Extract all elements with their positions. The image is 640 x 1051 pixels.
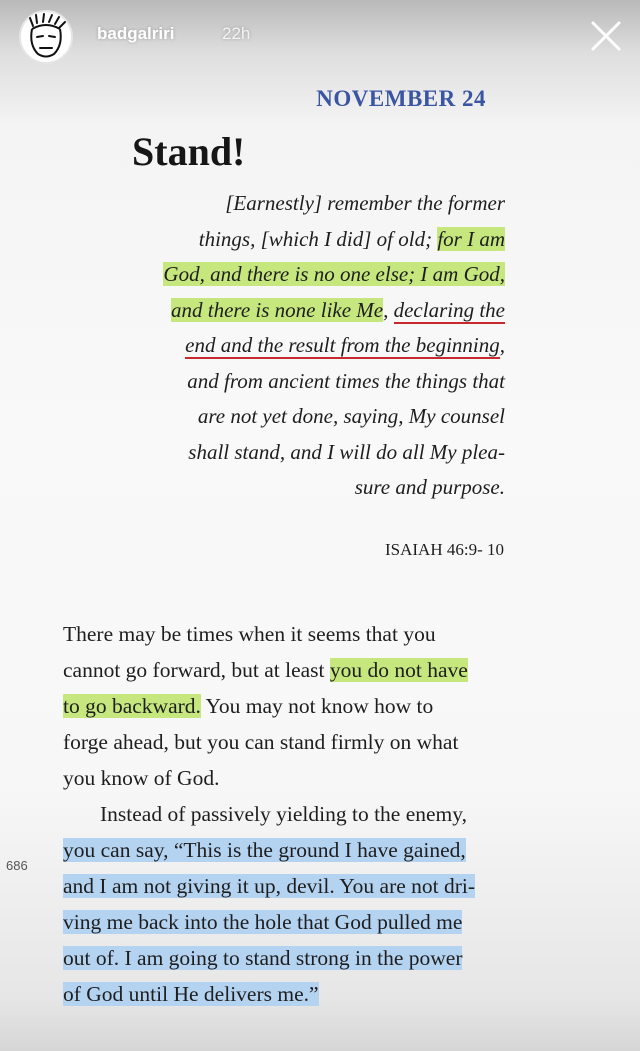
verse-line bbox=[110, 364, 505, 400]
body-line bbox=[63, 616, 563, 652]
text-segment: and from ancient times the things that bbox=[187, 368, 505, 393]
text-segment: [Earnestly] remember the former bbox=[225, 191, 505, 215]
verse-line bbox=[110, 257, 505, 293]
verse-line bbox=[110, 399, 505, 435]
text-segment: shall stand, and I will do all My plea- bbox=[188, 439, 505, 464]
text-segment: You may not know how to bbox=[200, 694, 434, 718]
text-segment: you know of God. bbox=[63, 766, 220, 790]
text-segment: There may be times when it seems that you bbox=[63, 622, 436, 646]
text-segment: Instead of passively yielding to the enemy, bbox=[100, 802, 468, 826]
body-line bbox=[63, 760, 563, 796]
verse-line bbox=[110, 328, 505, 364]
body-line bbox=[63, 688, 563, 724]
blue-highlight: out of. I am going to stand strong in the power bbox=[63, 946, 463, 970]
close-button[interactable] bbox=[586, 16, 626, 56]
body-line bbox=[63, 652, 563, 688]
green-highlight: and there is none like Me bbox=[171, 297, 384, 322]
verse-line bbox=[110, 435, 505, 471]
close-icon bbox=[586, 16, 626, 56]
verse-line bbox=[110, 186, 505, 222]
story-header bbox=[0, 0, 640, 80]
verse-line bbox=[110, 293, 505, 329]
body-line bbox=[63, 724, 563, 760]
body-line bbox=[63, 832, 563, 868]
body-line bbox=[63, 940, 563, 976]
devotional-title: Stand! bbox=[132, 129, 246, 174]
red-underline: end and the result from the beginning bbox=[185, 333, 500, 357]
text-segment: are not yet done, saying, My counsel bbox=[197, 404, 505, 428]
page-number: 686 bbox=[6, 858, 28, 873]
username[interactable]: badgalriri bbox=[97, 24, 175, 43]
red-underline: declaring the bbox=[393, 297, 505, 322]
text-segment: , bbox=[383, 297, 394, 322]
avatar-icon bbox=[21, 12, 71, 62]
avatar[interactable] bbox=[19, 10, 73, 64]
timestamp: 22h bbox=[222, 24, 251, 43]
body-line bbox=[63, 868, 563, 904]
verse-line bbox=[110, 222, 505, 258]
text-segment: forge ahead, but you can stand firmly on what bbox=[63, 730, 459, 754]
text-segment: , bbox=[499, 333, 505, 357]
green-highlight: for I am bbox=[437, 226, 505, 251]
devotional-body bbox=[63, 616, 563, 1012]
text-segment: things, [which I did] of old; bbox=[198, 226, 438, 251]
body-line bbox=[63, 796, 563, 832]
blue-highlight: ving me back into the hole that God pulled me bbox=[63, 910, 463, 934]
body-line bbox=[63, 976, 563, 1012]
green-highlight: you do not have bbox=[329, 658, 468, 682]
text-segment: sure and purpose. bbox=[354, 475, 505, 499]
text-segment: cannot go forward, but at least bbox=[63, 658, 330, 682]
scripture-verse bbox=[110, 186, 505, 506]
blue-highlight: you can say, “This is the ground I have gained, bbox=[63, 838, 466, 862]
green-highlight: God, and there is no one else; I am God, bbox=[163, 262, 505, 286]
verse-line bbox=[110, 470, 505, 506]
body-line bbox=[63, 904, 563, 940]
blue-highlight: of God until He delivers me.” bbox=[63, 982, 319, 1006]
green-highlight: to go backward. bbox=[63, 694, 201, 718]
scripture-reference: ISAIAH 46:9- 10 bbox=[385, 540, 504, 559]
blue-highlight: and I am not giving it up, devil. You are not dri- bbox=[63, 874, 476, 898]
devotional-date: NOVEMBER 24 bbox=[316, 86, 486, 111]
